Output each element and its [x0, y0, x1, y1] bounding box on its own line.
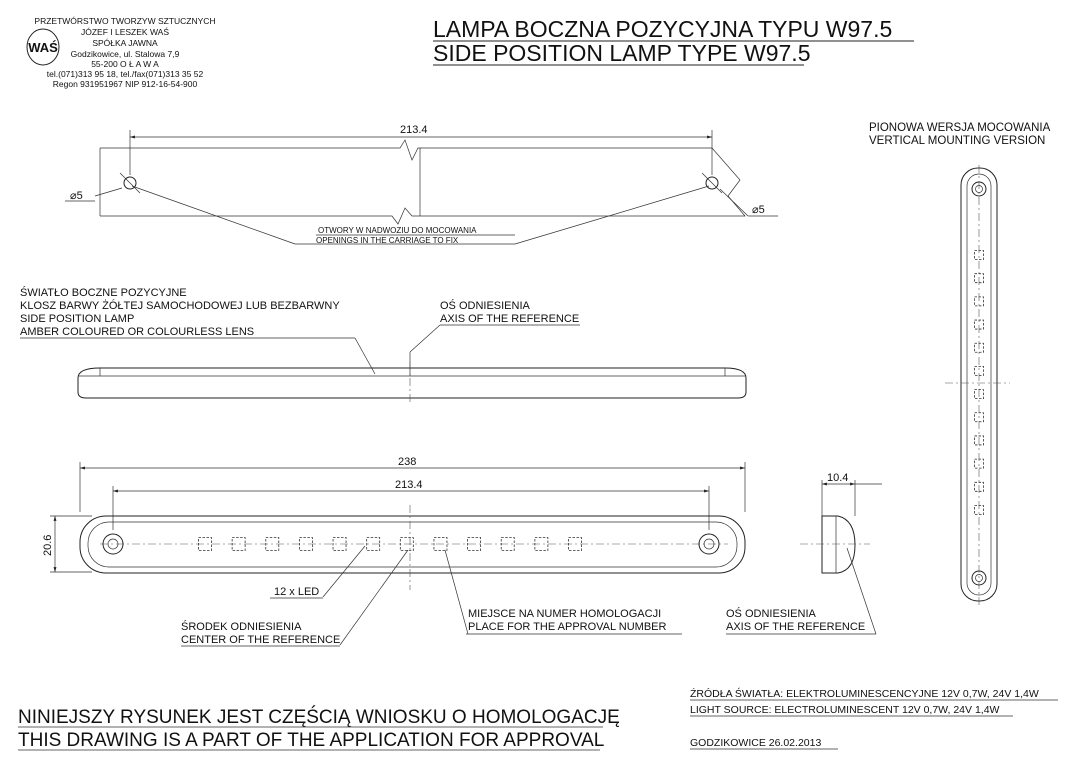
- front-dim-holes: 213.4: [395, 479, 423, 491]
- title-block: [433, 16, 914, 66]
- lamp-en-1: SIDE POSITION LAMP: [20, 313, 135, 325]
- place-date: GODZIKOWICE 26.02.2013: [690, 737, 822, 749]
- front-dim-total: 238: [398, 456, 417, 468]
- vertical-version-en: VERTICAL MOUNTING VERSION: [869, 135, 1046, 147]
- company-line-2: JÓZEF I LESZEK WAŚ: [80, 27, 170, 37]
- company-line-7: Regon 931951967 NIP 912-16-54-900: [52, 79, 198, 89]
- led-label: 12 x LED: [274, 586, 320, 598]
- center-en: CENTER OF THE REFERENCE: [181, 634, 341, 646]
- vertical-view: [945, 165, 1010, 605]
- vertical-version-pl: PIONOWA WERSJA MOCOWANIA: [869, 122, 1051, 134]
- footer-note-en: THIS DRAWING IS A PART OF THE APPLICATION FOR APPROVAL: [18, 730, 605, 751]
- front-view: [42, 456, 745, 646]
- light-source-block: [690, 687, 1058, 716]
- approval-pl: MIEJSCE NA NUMER HOMOLOGACJI: [468, 608, 662, 620]
- end-axis-pl: OŚ ODNIESIENIA: [726, 608, 816, 620]
- company-logo: [27, 29, 59, 65]
- light-source-pl: ŹRÓDŁA ŚWIATŁA: ELEKTROLUMINESCENCYJNE 12V 0,7W, 24V 1,4W: [690, 688, 1039, 700]
- lamp-pl-2: KLOSZ BARWY ŻÓŁTEJ SAMOCHODOWEJ LUB BEZBARWNY: [20, 300, 340, 312]
- lamp-front-body: [80, 516, 745, 573]
- openings-pl: OTWORY W NADWOZIU DO MOCOWANIA: [318, 226, 477, 235]
- title-en: SIDE POSITION LAMP TYPE W97.5: [433, 40, 811, 66]
- end-axis-en: AXIS OF THE REFERENCE: [726, 621, 866, 633]
- hole-left-diameter: ⌀5: [70, 190, 83, 202]
- side-axis-en: AXIS OF THE REFERENCE: [440, 313, 580, 325]
- lamp-end-body: [822, 516, 855, 573]
- logo-text: WAŚ: [28, 40, 58, 55]
- end-view: [726, 472, 882, 634]
- end-dim-depth: 10.4: [827, 472, 849, 484]
- title-pl: LAMPA BOCZNA POZYCYJNA TYPU W97.5: [433, 16, 893, 42]
- top-view-holes: [65, 124, 778, 245]
- center-pl: ŚRODEK ODNIESIENIA: [181, 621, 302, 633]
- approval-en: PLACE FOR THE APPROVAL NUMBER: [468, 621, 667, 633]
- company-line-6: tel.(071)313 95 18, tel./fax(071)313 35 52: [46, 69, 204, 79]
- side-view: [20, 286, 746, 402]
- front-dim-height: 20.6: [42, 534, 54, 556]
- light-source-en: LIGHT SOURCE: ELECTROLUMINESCENT 12V 0,7W, 24V 1,4W: [690, 704, 1000, 716]
- company-line-3: SPÓŁKA JAWNA: [92, 38, 158, 48]
- lamp-side-body: [78, 368, 746, 398]
- side-axis-pl: OŚ ODNIESIENIA: [440, 300, 530, 312]
- hole-right-diameter: ⌀5: [752, 204, 765, 216]
- top-dim-holes: 213.4: [400, 124, 428, 136]
- lamp-pl-1: ŚWIATŁO BOCZNE POZYCYJNE: [20, 287, 187, 299]
- company-line-1: PRZETWÓRSTWO TWORZYW SZTUCZNYCH: [34, 16, 216, 26]
- footer-note-pl: NINIEJSZY RYSUNEK JEST CZĘŚCIĄ WNIOSKU O HOMOLOGACJĘ: [18, 707, 620, 728]
- company-header: [27, 16, 216, 89]
- openings-en: OPENINGS IN THE CARRIAGE TO FIX: [316, 236, 459, 245]
- company-line-5: 55-200 O Ł A W A: [91, 59, 159, 69]
- lamp-en-2: AMBER COLOURED OR COLOURLESS LENS: [20, 326, 255, 338]
- company-line-4: Godzikowice, ul. Stalowa 7,9: [70, 49, 180, 59]
